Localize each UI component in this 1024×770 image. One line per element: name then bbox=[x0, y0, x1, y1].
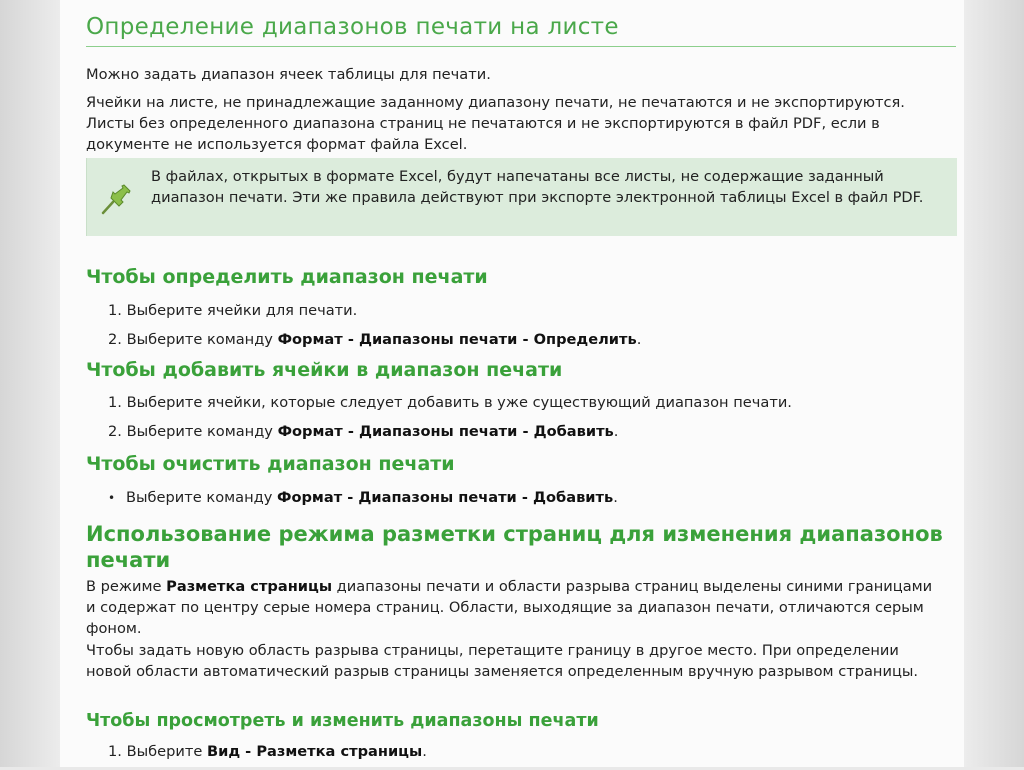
heading-page-break-preview: Использование режима разметки страниц для изменения диапазонов печати bbox=[86, 522, 943, 572]
heading-add-cells: Чтобы добавить ячейки в диапазон печати bbox=[86, 359, 563, 381]
pagebreak-paragraph-2: Чтобы задать новую область разрыва страницы, перетащите границу в другое место. При определении новой области автоматический разрыв страницы заменяется определенным вручную разрывом страницы. bbox=[86, 642, 919, 680]
list-item: • Выберите команду Формат - Диапазоны печати - Добавить. bbox=[108, 487, 618, 509]
intro-paragraph-2: Ячейки на листе, не принадлежащие заданному диапазону печати, не печатаются и не экспортируются. Листы без определенного диапазона страниц не печатаются и не экспортируются в файл PDF, если в документе не используется формат файла Excel. bbox=[86, 94, 905, 153]
note-text: В файлах, открытых в формате Excel, будут напечатаны все листы, не содержащие заданный диапазон печати. Эти же правила действуют при экспорте электронной таблицы Excel в файл PDF. bbox=[151, 168, 924, 206]
list-item: 1. Выберите Вид - Разметка страницы. bbox=[108, 743, 427, 760]
pushpin-icon bbox=[99, 180, 135, 216]
list-item: 2. Выберите команду Формат - Диапазоны печати - Добавить. bbox=[108, 423, 619, 440]
page-shadow-right bbox=[964, 0, 1024, 767]
menu-path: Формат - Диапазоны печати - Добавить bbox=[276, 489, 614, 506]
list-item: 1. Выберите ячейки, которые следует добавить в уже существующий диапазон печати. bbox=[108, 394, 792, 411]
menu-path: Формат - Диапазоны печати - Определить bbox=[277, 331, 637, 348]
clear-steps-list bbox=[108, 487, 618, 517]
list-item: 1. Выберите ячейки для печати. bbox=[108, 302, 358, 319]
bullet-icon: • bbox=[108, 491, 116, 505]
list-item: 2. Выберите команду Формат - Диапазоны печати - Определить. bbox=[108, 331, 642, 348]
menu-path: Вид - Разметка страницы bbox=[206, 743, 423, 760]
intro-paragraph-1: Можно задать диапазон ячеек таблицы для печати. bbox=[86, 66, 491, 83]
pagebreak-paragraph-1: В режиме Разметка страницы диапазоны печати и области разрыва страниц выделены синими границами и содержат по центру серые номера страниц. Области, выходящие за диапазон печати, отличаются серым фоном. bbox=[86, 578, 933, 637]
add-steps-list bbox=[108, 392, 792, 450]
note-box bbox=[86, 158, 957, 236]
heading-clear-print-range: Чтобы очистить диапазон печати bbox=[86, 453, 455, 475]
heading-view-print-ranges: Чтобы просмотреть и изменить диапазоны печати bbox=[86, 711, 599, 731]
page-shadow-left bbox=[0, 0, 60, 767]
view-steps-list bbox=[108, 741, 427, 770]
heading-define-print-range: Чтобы определить диапазон печати bbox=[86, 266, 488, 288]
document-page bbox=[60, 0, 964, 767]
define-steps-list bbox=[108, 300, 641, 358]
menu-path: Формат - Диапазоны печати - Добавить bbox=[277, 423, 614, 440]
page-title: Определение диапазонов печати на листе bbox=[86, 14, 956, 47]
